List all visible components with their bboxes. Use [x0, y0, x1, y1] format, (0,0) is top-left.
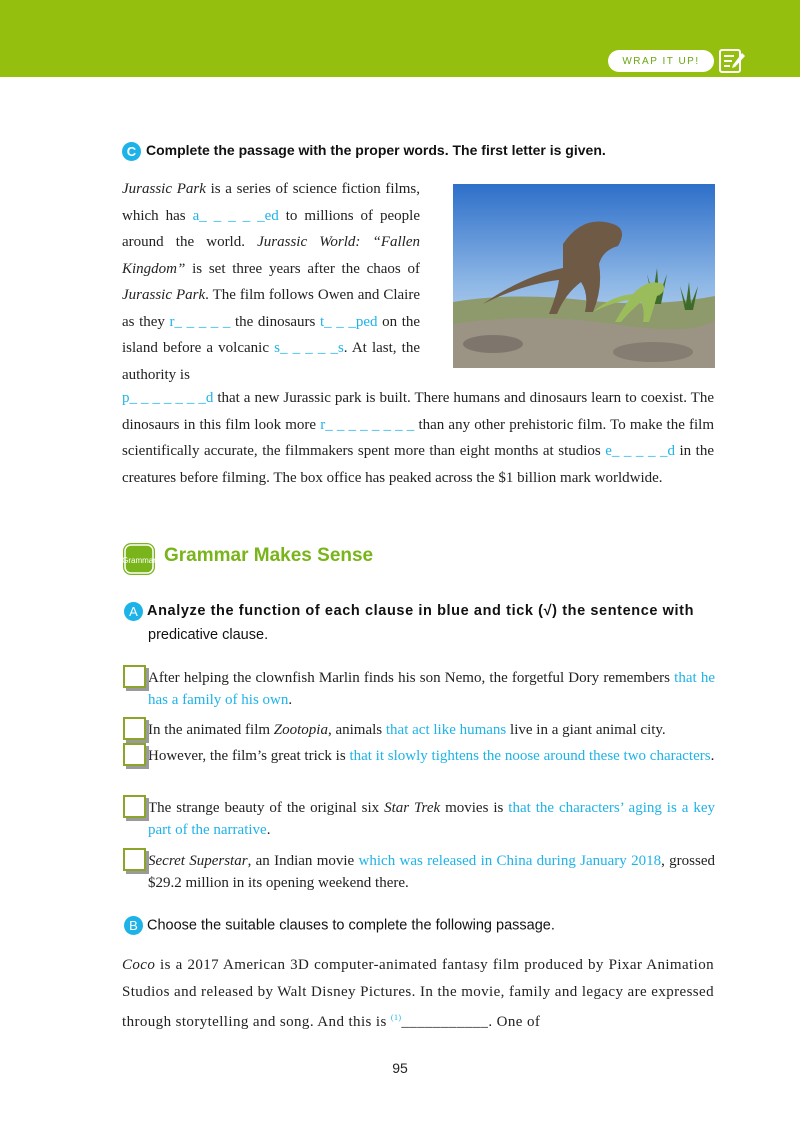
- page-number: 95: [392, 1060, 408, 1076]
- exercise-item-3: However, the film’s great trick is that it slowly tightens the noose around these two characters.: [148, 745, 715, 767]
- exercise-item-5: Secret Superstar, an Indian movie which was released in China during January 2018, grossed $29.2 million in its opening weekend there.: [148, 850, 715, 894]
- grammar-title: Grammar Makes Sense: [164, 545, 374, 566]
- blank-b1[interactable]: ___________: [401, 1014, 489, 1030]
- blank-5[interactable]: p_ _ _ _ _ _ _d: [122, 390, 214, 406]
- passage-c-part1: Jurassic Park is a series of science fiction films, which has a_ _ _ _ _ed to millions of people around the world. Jurassic World: “Fallen Kingdom” is set three years after the chaos of Jurassic Park. The film follows Owen and Claire as they r_ _ _ _ _ the dinosaurs t_ _ _ped on the island before a volcanic s_ _ _ _ _s. At last, the authority is: [122, 181, 421, 383]
- blank-4[interactable]: s_ _ _ _ _s: [274, 340, 344, 356]
- blank-1[interactable]: a_ _ _ _ _ed: [192, 207, 279, 224]
- section-b-instruction: B Choose the suitable clauses to complete the following passage.: [124, 916, 555, 935]
- tick-checkbox[interactable]: [123, 743, 146, 766]
- passage-b: Coco is a 2017 American 3D computer-animated fantasy film produced by Pixar Animation Studios and released by Walt Disney Pictures. In the movie, family and legacy are expressed through storytelling and song. And this is $^{(1)}$___________. One of: [122, 957, 714, 1030]
- section-c-badge: C: [122, 142, 141, 161]
- tick-checkbox[interactable]: [123, 795, 146, 818]
- blank-2[interactable]: r_ _ _ _ _: [169, 313, 231, 330]
- section-b-badge: B: [124, 916, 143, 935]
- exercise-item-1: After helping the clownfish Marlin finds his son Nemo, the forgetful Dory remembers that he has a family of his own.: [148, 667, 715, 711]
- exercise-item-4: The strange beauty of the original six Star Trek movies is that the characters’ aging is a key part of the narrative.: [148, 797, 715, 841]
- exercise-item-2: In the animated film Zootopia, animals that act like humans live in a giant animal city.: [148, 719, 715, 741]
- dinosaur-photo: [453, 184, 715, 368]
- blank-6[interactable]: r_ _ _ _ _ _ _ _: [320, 416, 415, 433]
- tick-checkbox[interactable]: [123, 665, 146, 688]
- passage-c-part2: p_ _ _ _ _ _ _d that a new Jurassic park is built. There humans and dinosaurs learn to coexist. The dinosaurs in this film look more r_ _ _ _ _ _ _ _ than any other prehistoric film. To make the film scientifically accurate, the filmmakers spent more than eight months at studios e_ _ _ _ _d in the creatures before filming. The box office has peaked across the $1 billion mark worldwide.: [122, 390, 714, 486]
- section-a-instruction: A Analyze the function of each clause in blue and tick (√) the sentence with predicative clause.: [124, 599, 716, 647]
- grammar-icon: [122, 542, 156, 576]
- svg-text:Grammar: Grammar: [122, 556, 156, 565]
- section-c-instruction: C Complete the passage with the proper words. The first letter is given.: [122, 142, 606, 161]
- notepad-pencil-icon: [718, 47, 746, 75]
- tick-checkbox[interactable]: [123, 717, 146, 740]
- blank-3[interactable]: t_ _ _ped: [320, 313, 378, 330]
- blank-7[interactable]: e_ _ _ _ _d: [605, 443, 675, 459]
- wrap-it-up-tag: WRAP IT UP!: [608, 50, 714, 72]
- section-a-badge: A: [124, 602, 143, 621]
- blank-marker: (1): [390, 1013, 402, 1022]
- tick-checkbox[interactable]: [123, 848, 146, 871]
